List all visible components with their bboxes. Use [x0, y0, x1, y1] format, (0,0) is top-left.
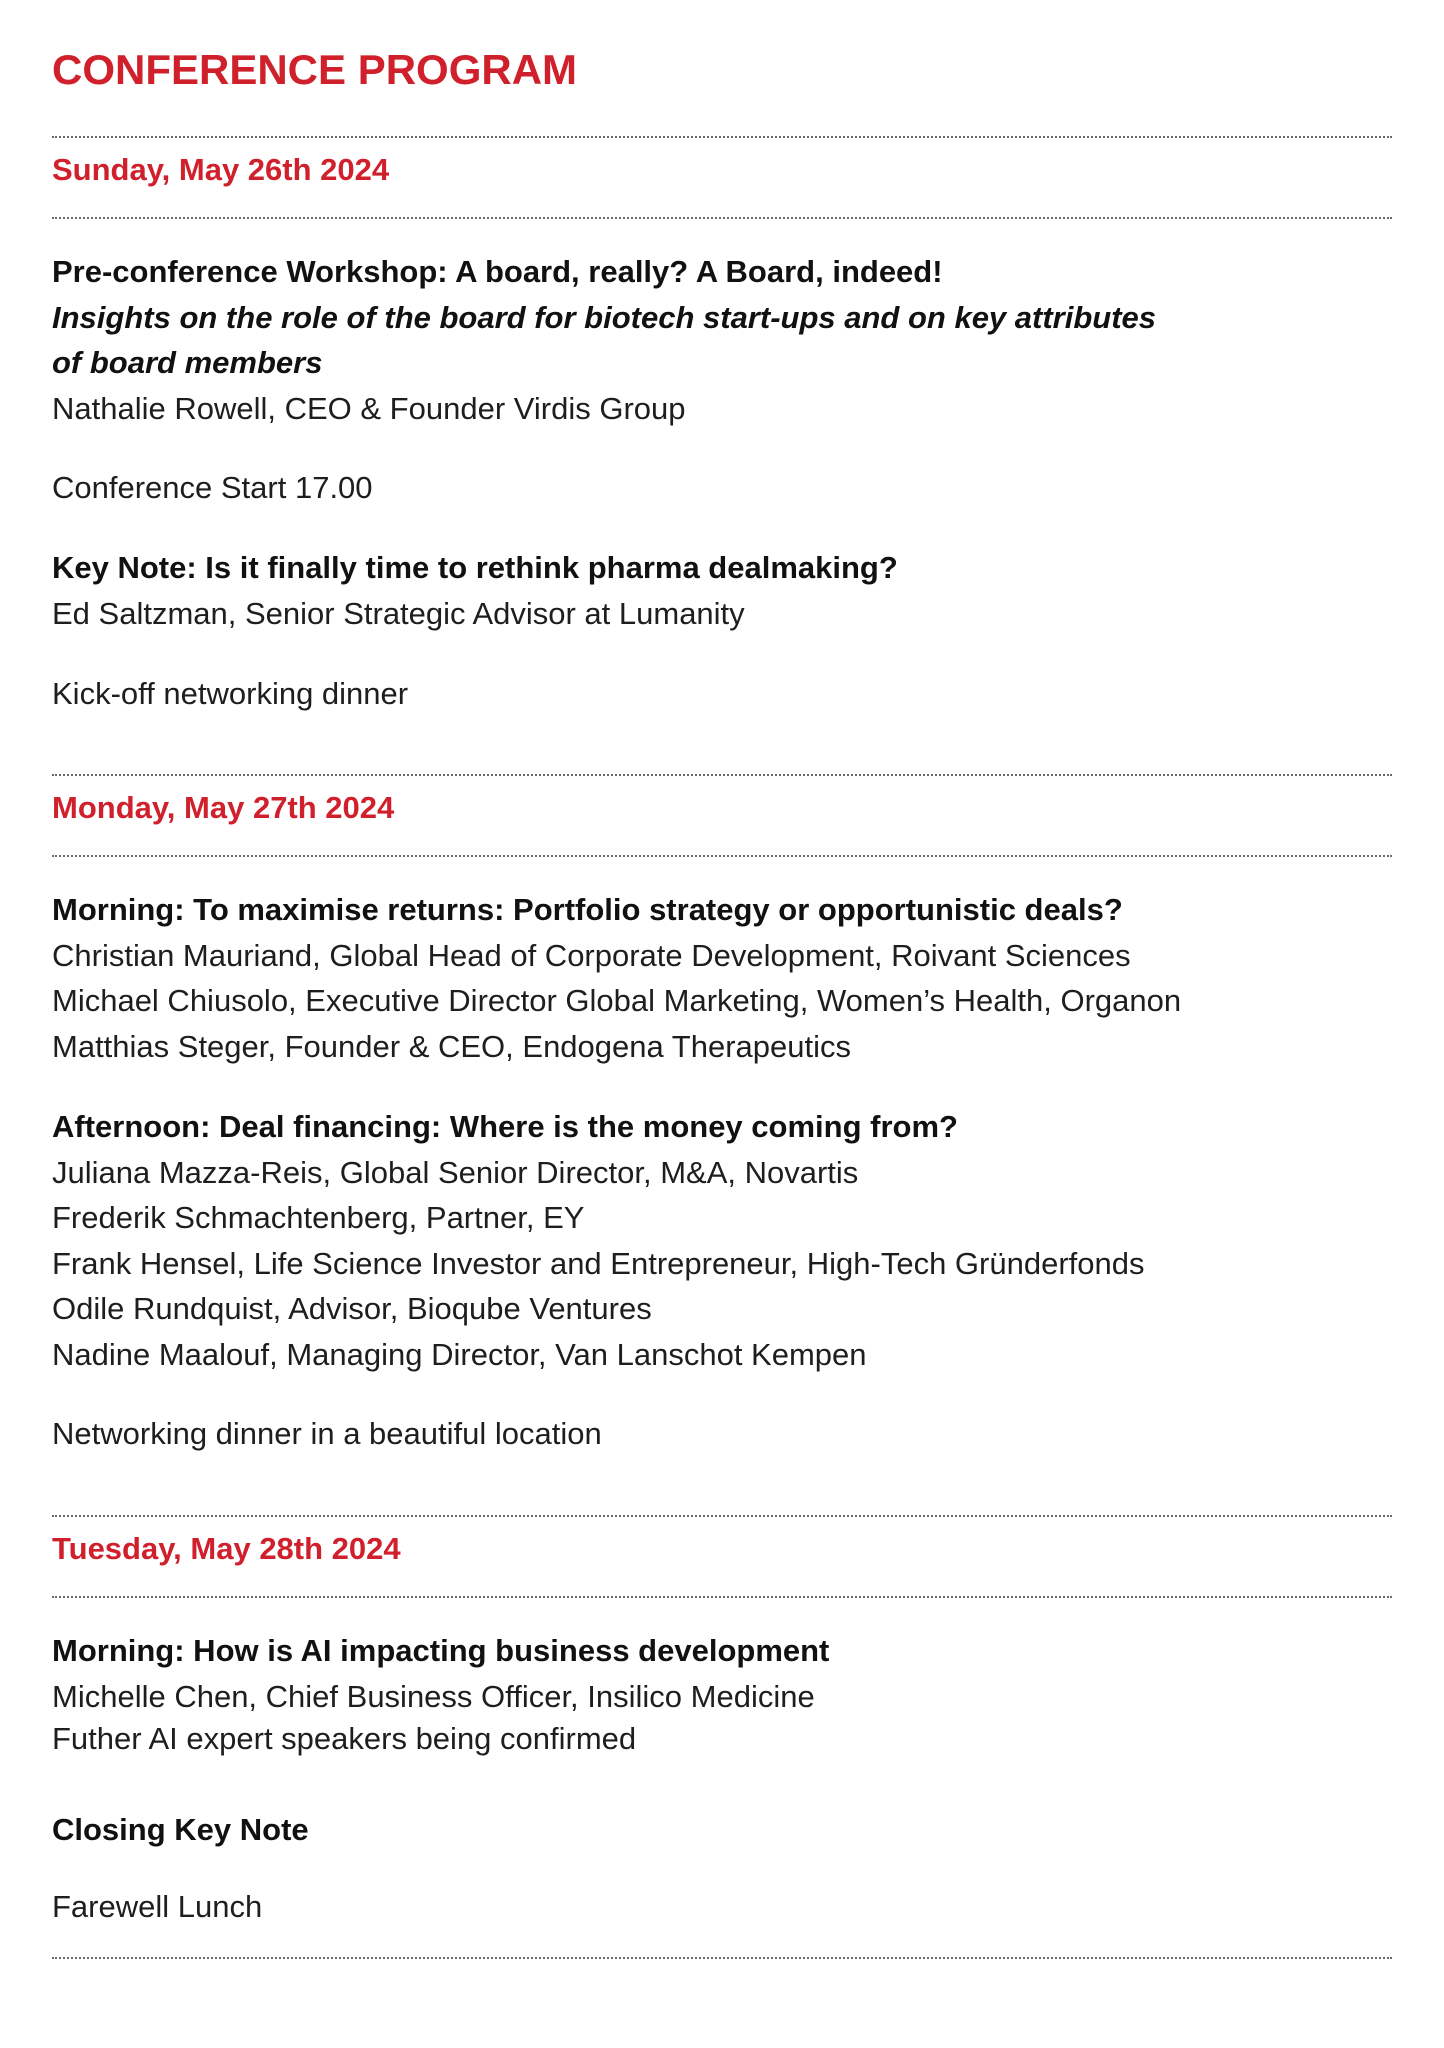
speaker: Michael Chiusolo, Executive Director Global Marketing, Women’s Health, Organon [52, 983, 1182, 1018]
session-afternoon [52, 1104, 1392, 1377]
speaker: Odile Rundquist, Advisor, Bioqube Ventures [52, 1291, 652, 1326]
session-ai [52, 1628, 1392, 1759]
schedule-note [52, 1884, 1392, 1930]
session-workshop [52, 249, 1392, 431]
note-text: Farewell Lunch [52, 1889, 263, 1924]
day-heading-sunday: Sunday, May 26th 2024 [52, 152, 390, 187]
speaker: Futher AI expert speakers being confirmed [52, 1721, 637, 1756]
session-title: Afternoon: Deal financing: Where is the money coming from? [52, 1109, 958, 1144]
schedule-note [52, 1411, 1392, 1457]
dotted-divider [52, 855, 1392, 857]
speaker: Juliana Mazza-Reis, Global Senior Director, M&A, Novartis [52, 1154, 859, 1190]
schedule-note [52, 465, 1392, 511]
speaker: Nadine Maalouf, Managing Director, Van Lanschot Kempen [52, 1336, 867, 1372]
dotted-divider [52, 774, 1392, 776]
speaker: Christian Mauriand, Global Head of Corporate Development, Roivant Sciences [52, 937, 1131, 973]
page-title: CONFERENCE PROGRAM [52, 46, 578, 93]
speaker: Matthias Steger, Founder & CEO, Endogena Therapeutics [52, 1028, 852, 1064]
session-title: Key Note: Is it finally time to rethink pharma dealmaking? [52, 550, 898, 585]
day-heading-monday: Monday, May 27th 2024 [52, 790, 395, 825]
note-text: Conference Start 17.00 [52, 470, 373, 505]
speaker: Nathalie Rowell, CEO & Founder Virdis Group [52, 390, 686, 426]
session-title: Morning: How is AI impacting business development [52, 1633, 830, 1668]
dotted-divider [52, 217, 1392, 219]
session-title: Morning: To maximise returns: Portfolio strategy or opportunistic deals? [52, 892, 1123, 927]
schedule-note [52, 671, 1392, 717]
session-keynote [52, 545, 1392, 636]
speaker: Ed Saltzman, Senior Strategic Advisor at Lumanity [52, 595, 745, 631]
day-heading-tuesday: Tuesday, May 28th 2024 [52, 1531, 401, 1566]
dotted-divider [52, 1596, 1392, 1598]
note-text: Kick-off networking dinner [52, 676, 409, 711]
dotted-divider [52, 136, 1392, 138]
dotted-divider [52, 1957, 1392, 1959]
speaker: Frank Hensel, Life Science Investor and Entrepreneur, High-Tech Gründerfonds [52, 1245, 1145, 1281]
speaker: Frederik Schmachtenberg, Partner, EY [52, 1200, 585, 1235]
session-closing-keynote [52, 1807, 1392, 1853]
session-subtitle: Insights on the role of the board for biotech start-ups and on key attributes [52, 299, 1157, 335]
session-title: Closing Key Note [52, 1812, 309, 1847]
session-morning [52, 887, 1392, 1069]
session-title: Pre-conference Workshop: A board, really? A Board, indeed! [52, 254, 943, 289]
session-subtitle: of board members [52, 345, 323, 380]
dotted-divider [52, 1515, 1392, 1517]
note-text: Networking dinner in a beautiful location [52, 1416, 602, 1451]
speaker: Michelle Chen, Chief Business Officer, Insilico Medicine [52, 1678, 815, 1714]
